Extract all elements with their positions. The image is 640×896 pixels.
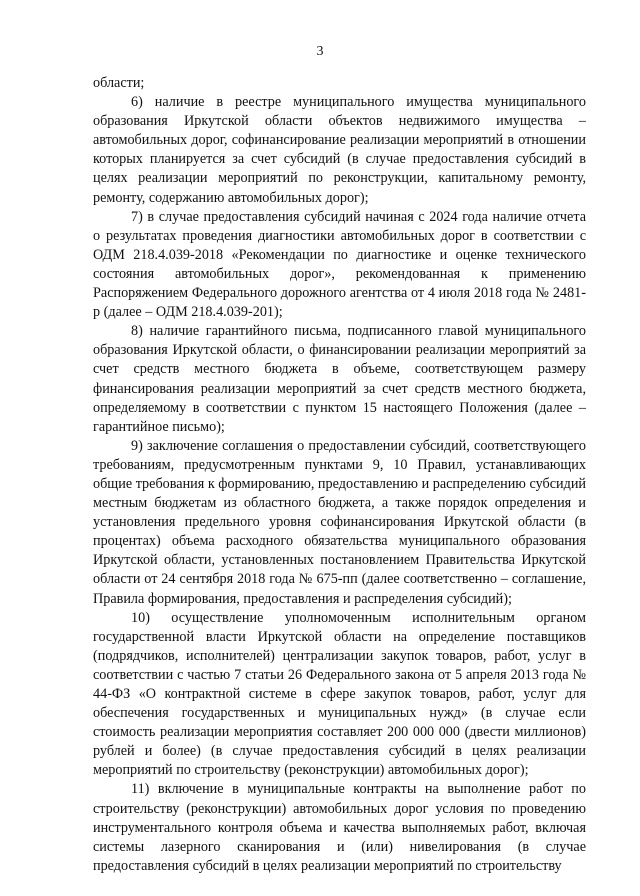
paragraph-item-7: 7) в случае предоставления субсидий начиная с 2024 года наличие отчета о результатах проведения диагностики автомобильных дорог в соответствии с ОДМ 218.4.039-2018 «Рекомендации по диагностике и оценке технического состояния автомобильных дорог», рекомендованная к применению Распоряжением Федерального дорожного агентства от 4 июля 2018 года № 2481-р (далее – ОДМ 218.4.039-201); (93, 208, 586, 321)
paragraph-item-6: 6) наличие в реестре муниципального имущества муниципального образования Иркутской области объектов недвижимого имущества – автомобильных дорог, софинансирование реализации мероприятий в отношении которых планируется за счет субсидий (в случае предоставления субсидий в целях реализации мероприятий по реконструкции, капитальному ремонту, ремонту, содержанию автомобильных дорог); (93, 94, 586, 206)
paragraph-item-10: 10) осуществление уполномоченным исполнительным органом государственной власти Иркутской области на определение поставщиков (подрядчиков, исполнителей) централизации закупок товаров, работ, услуг в соответствии с частью 7 статьи 26 Федерального закона от 5 апреля 2013 года № 44-ФЗ «О контрактной системе в сфере закупок товаров, работ, услуг для обеспечения государственных и муниципальных нужд» (в случае если стоимость реализации мероприятия составляет 200 000 000 (двести миллионов) рублей и более) (в случае предоставления субсидий в целях реализации мероприятий по строительству (реконструкции) автомобильных дорог); (93, 609, 586, 779)
document-body (93, 74, 586, 876)
paragraph-item-8: 8) наличие гарантийного письма, подписанного главой муниципального образования Иркутской области, о финансировании реализации мероприятий за счет средств местного бюджета в объеме, соответствующем размеру финансирования реализации мероприятий за счет средств местного бюджета, определяемому в соответствии с пунктом 15 настоящего Положения (далее – гарантийное письмо); (93, 323, 586, 435)
paragraph-item-11: 11) включение в муниципальные контракты на выполнение работ по строительству (реконструкции) автомобильных дорог условия по проведению инструментального контроля объема и качества выполняемых работ, включая системы лазерного сканирования и (или) нивелирования (в случае предоставления субсидий в целях реализации мероприятий по строительству (93, 781, 586, 874)
paragraph-item-9: 9) заключение соглашения о предоставлении субсидий, соответствующего требованиям, предусмотренным пунктами 9, 10 Правил, устанавливающих общие требования к формированию, предоставлению и распределению субсидий местным бюджетам из областного бюджета, а также порядок определения и установления предельного уровня софинансирования Иркутской области (в процентах) объема расходного обязательства муниципального образования Иркутской области, установленных постановлением Правительства Иркутской области от 24 сентября 2018 года № 675-пп (далее соответственно – соглашение, Правила формирования, предоставления и распределения субсидий); (93, 437, 586, 607)
paragraph-region-end: области; (93, 75, 145, 91)
page-number: 3 (316, 44, 324, 59)
